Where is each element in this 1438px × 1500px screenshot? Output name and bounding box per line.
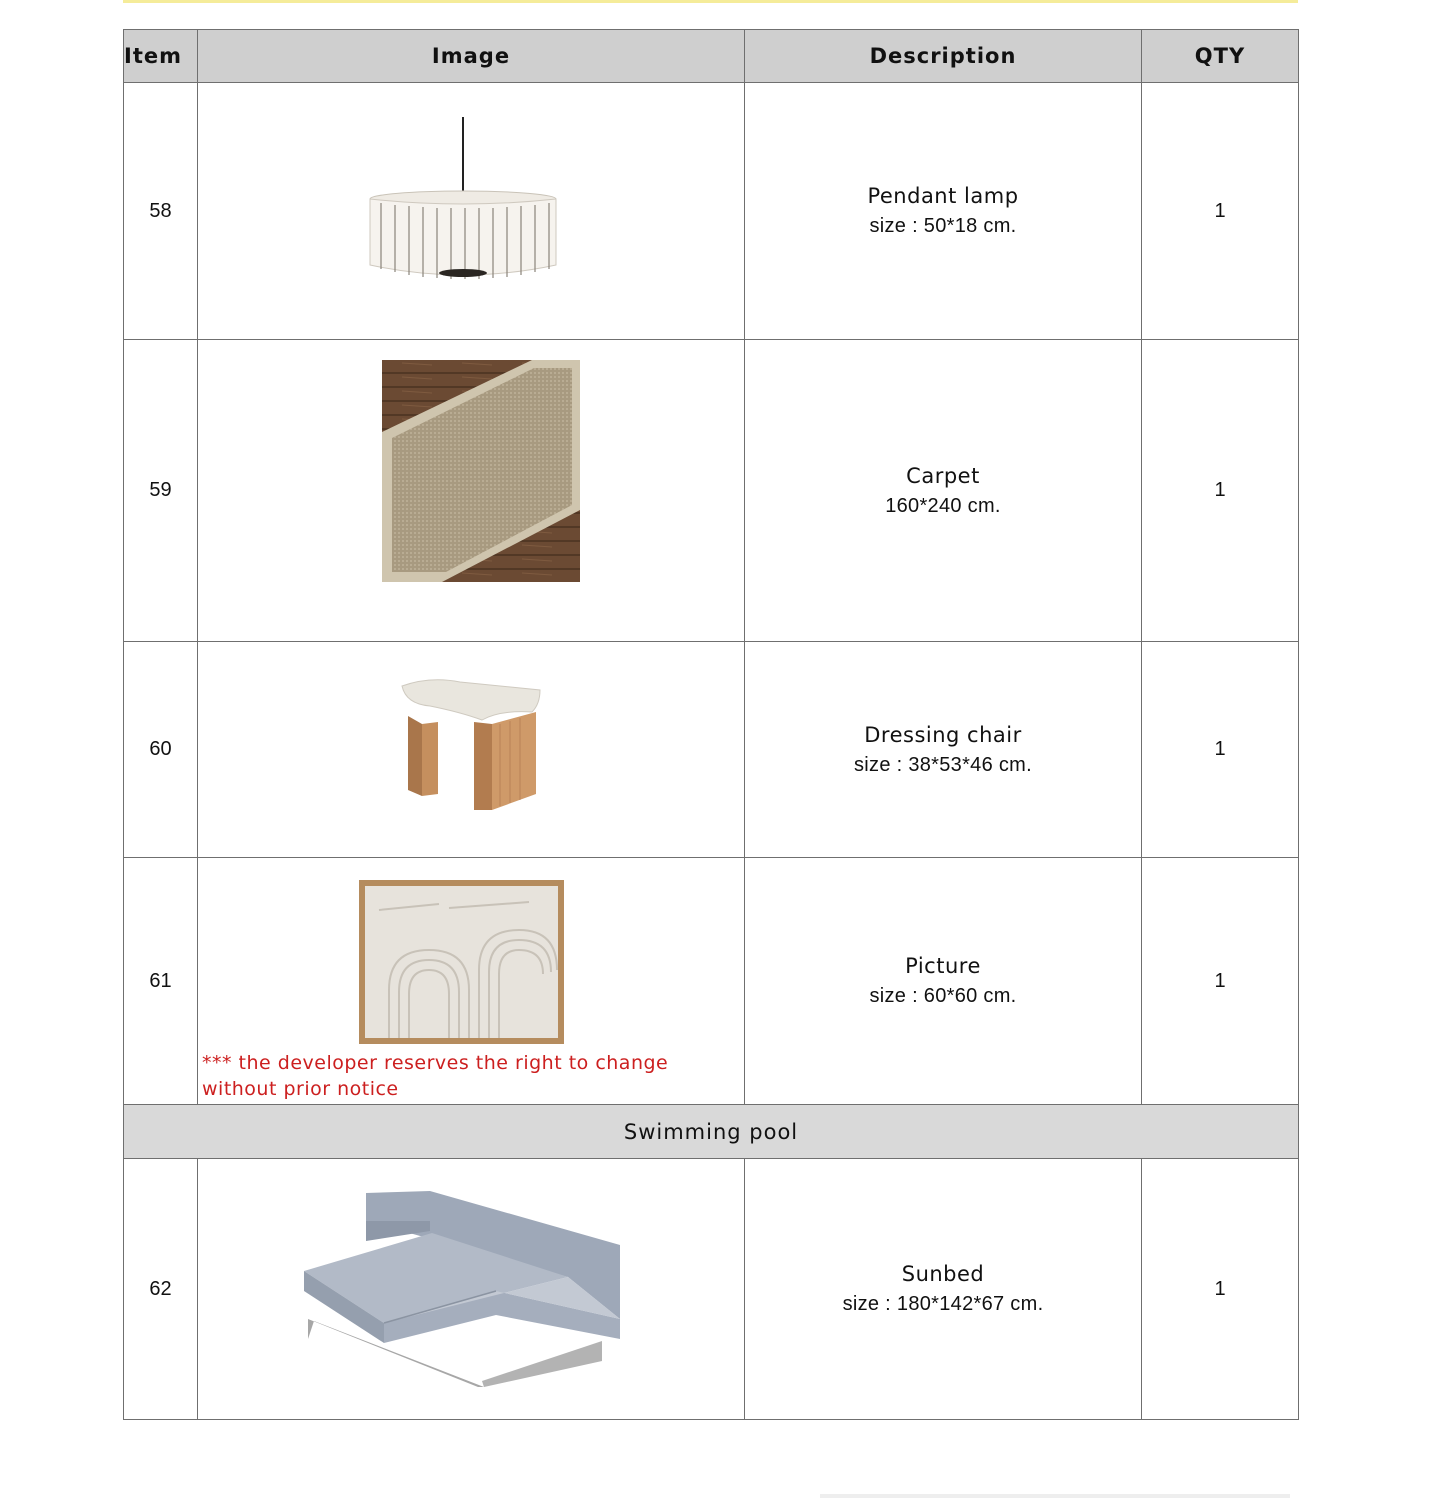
item-name: Pendant lamp [867,184,1019,208]
item-size: size : 38*53*46 cm. [853,753,1032,776]
header-image: Image [198,30,745,83]
item-number: 61 [124,858,198,1105]
item-qty: 1 [1142,642,1299,858]
image-cell [198,642,745,858]
description-cell [745,340,1142,642]
header-item: Item [124,30,198,83]
item-size: 160*240 cm. [885,494,1001,517]
carpet-image [382,360,580,582]
description-cell [745,83,1142,340]
sunbed-image [302,1191,636,1387]
image-cell [198,858,745,1105]
table-row [124,642,1299,858]
item-number: 58 [124,83,198,340]
header-description: Description [745,30,1142,83]
description-cell [745,642,1142,858]
item-qty: 1 [1142,858,1299,1105]
top-rule [123,0,1298,3]
pendant-lamp-image [363,117,563,287]
item-name: Picture [905,954,981,978]
table-row [124,83,1299,340]
item-size: size : 50*18 cm. [869,215,1017,237]
image-cell [198,83,745,340]
item-name: Sunbed [901,1262,985,1286]
section-row [124,1105,1299,1159]
section-title: Swimming pool [124,1105,1299,1159]
item-number: 62 [124,1159,198,1420]
table-row [124,858,1299,1105]
item-size: size : 180*142*67 cm. [842,1293,1044,1315]
description-cell [745,858,1142,1105]
image-cell [198,340,745,642]
item-size: size : 60*60 cm. [869,985,1017,1007]
item-qty: 1 [1142,83,1299,340]
header-qty: QTY [1142,30,1299,83]
dressing-chair-image [400,676,544,812]
footer-faint-text [820,1494,1290,1498]
table-row [124,1159,1299,1420]
item-qty: 1 [1142,340,1299,642]
change-notice: *** the developer reserves the right to change without prior notice [202,1052,669,1100]
picture-image [359,880,564,1044]
description-cell [745,1159,1142,1420]
item-name: Carpet [906,463,980,488]
table-row [124,340,1299,642]
image-cell [198,1159,745,1420]
item-qty: 1 [1142,1159,1299,1420]
furniture-table [123,29,1299,1420]
item-number: 59 [124,340,198,642]
item-name: Dressing chair [864,722,1022,747]
table-header-row [124,30,1299,83]
item-number: 60 [124,642,198,858]
